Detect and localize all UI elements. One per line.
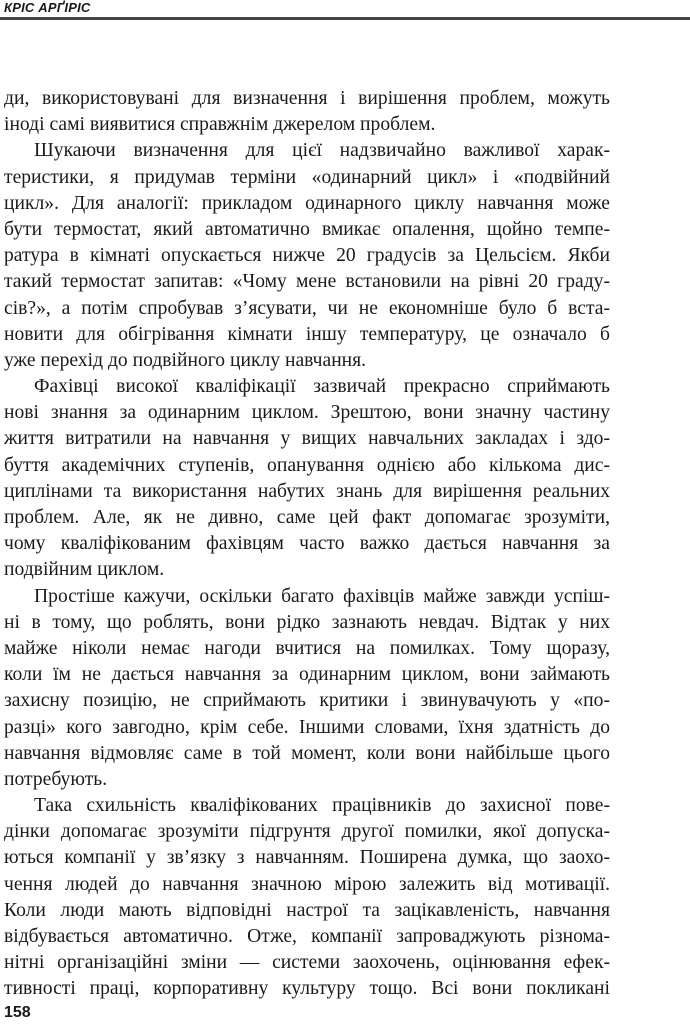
- header-rule: [0, 17, 690, 20]
- text-line: відбувається автоматично. Отже, компанії запроваджують різнома-: [4, 926, 610, 947]
- text-line: цикл». Для аналогії: прикладом одинарного циклу навчання може: [4, 192, 610, 214]
- paragraph: [4, 374, 610, 584]
- text-line: ди, використовувані для визначення і вирішення проблем, можуть: [4, 88, 610, 109]
- text-line: нові знання за одинарним циклом. Зрештою, вони значну частину: [4, 402, 610, 424]
- text-line: теристики, я придумав терміни «одинарний цикл» і «подвійний: [4, 166, 610, 188]
- text-line: бути термостат, який автоматично вмикає опалення, щойно темпе-: [4, 218, 610, 240]
- text-line: уже перехід до подвійного циклу навчання.: [4, 349, 367, 371]
- body-text: [4, 86, 610, 1003]
- text-line: Шукаючи визначення для цієї надзвичайно важливої харак-: [34, 140, 610, 162]
- text-line: тивності праці, корпоративну культуру тощо. Всі вони покликані: [4, 978, 610, 1000]
- paragraph: [4, 584, 610, 794]
- text-line: разці» кого завгодно, крім себе. Іншими словами, їхня здатність до: [4, 716, 610, 738]
- text-line: Коли люди мають відповідні настрої та зацікавленість, навчання: [4, 899, 610, 921]
- text-line: життя витратили на навчання у вищих навчальних закладах і здо-: [4, 428, 610, 450]
- text-line: дінки допомагає зрозуміти підгрунтя другої помилки, якої допуска-: [4, 821, 610, 843]
- text-line: чому кваліфікованим фахівцям часто важко дається навчання за: [4, 533, 610, 555]
- text-line: буття академічних ступенів, опанування однією або кількома дис-: [4, 454, 610, 476]
- paragraph: [4, 138, 610, 374]
- text-line: новити для обігрівання кімнати іншу температуру, це означало б: [4, 323, 610, 345]
- text-line: коли їм не дається навчання за одинарним циклом, вони займають: [4, 664, 610, 686]
- text-line: Простіше кажучи, оскільки багато фахівців майже завжди успіш-: [34, 585, 610, 607]
- text-line: чення людей до навчання значною мірою залежить від мотивації.: [4, 873, 610, 895]
- text-line: ратура в кімнаті опускається нижче 20 градусів за Цельсієм. Якби: [4, 245, 610, 267]
- text-line: проблем. Але, як не дивно, саме цей факт допомагає зрозуміти,: [4, 507, 610, 528]
- text-line: такий термостат запитав: «Чому мене встановили на рівні 20 граду-: [4, 271, 610, 293]
- text-line: потребують.: [4, 768, 108, 790]
- text-line: майже ніколи немає нагоди вчитися на помилках. Тому щоразу,: [4, 637, 610, 659]
- text-line: іноді самі виявитися справжнім джерелом проблем.: [4, 114, 436, 136]
- text-line: ються компанії у зв’язку з навчанням. Поширена думка, що заохо-: [4, 847, 610, 869]
- text-line: навчання відмовляє саме в той момент, коли вони найбільше цього: [4, 742, 610, 764]
- text-line: сів?», а потім спробував з’ясувати, чи не економніше було б вста-: [4, 297, 610, 319]
- text-line: циплінами та використання набутих знань для вирішення реальних: [4, 480, 610, 502]
- text-line: Фахівці високої кваліфікації зазвичай прекрасно сприймають: [34, 376, 610, 398]
- text-line: подвійним циклом.: [4, 559, 165, 581]
- paragraph: [4, 793, 610, 1003]
- page-number: 158: [4, 1004, 31, 1021]
- text-line: захисну позицію, не сприймають критики і звинувачують у «по-: [4, 690, 610, 712]
- text-line: ні в тому, що роблять, вони рідко зазнають невдач. Відтак у них: [4, 611, 610, 633]
- paragraph: [4, 86, 610, 138]
- text-line: нітні організаційні зміни — системи заохочень, оцінювання ефек-: [4, 952, 610, 974]
- running-head: КРІС АРҐІРІС: [4, 0, 91, 15]
- text-line: Така схильність кваліфікованих працівників до захисної пове-: [34, 795, 610, 817]
